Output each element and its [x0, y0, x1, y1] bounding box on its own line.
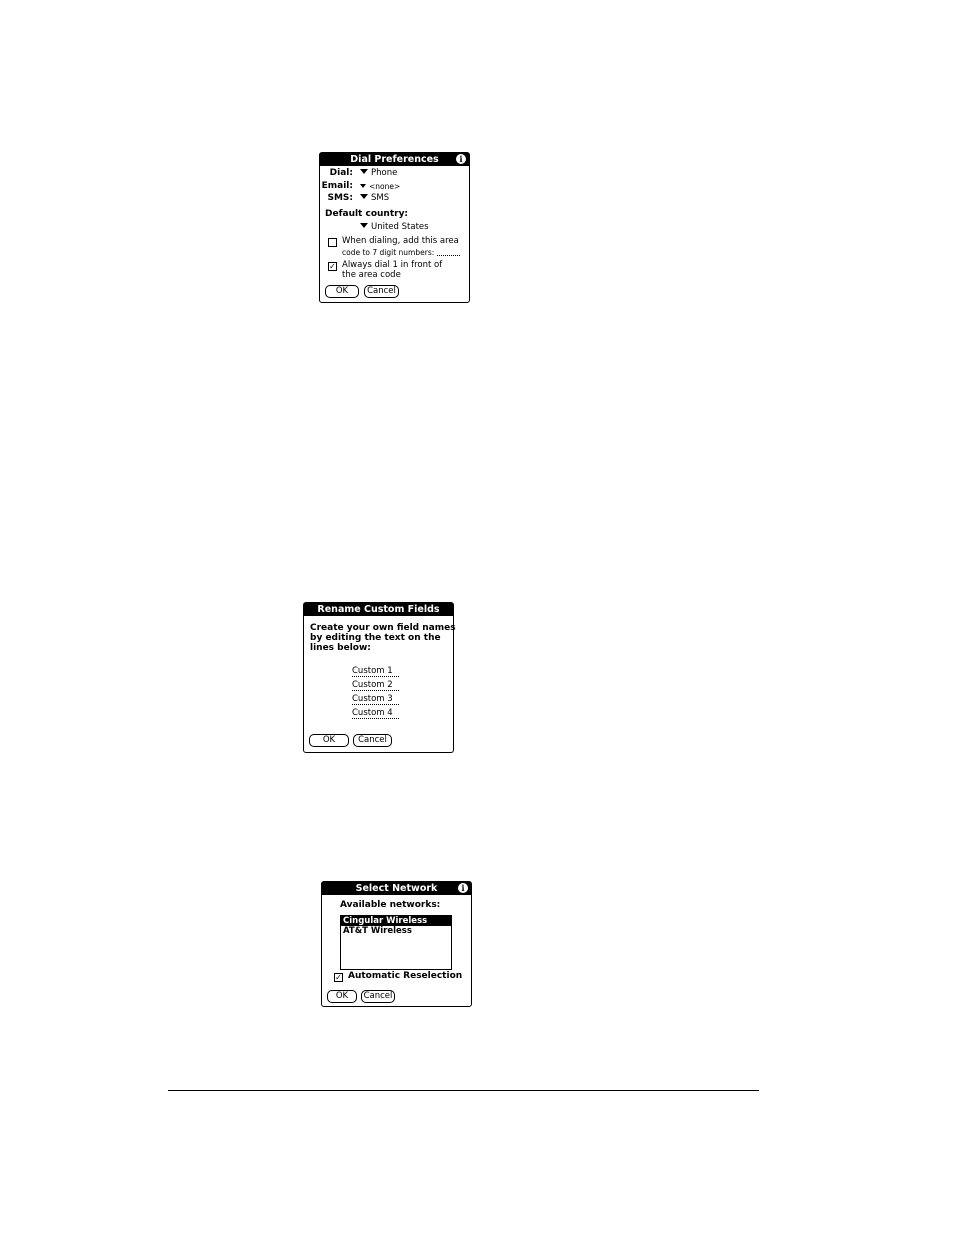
- list-item[interactable]: AT&T Wireless: [343, 926, 412, 936]
- info-icon[interactable]: i: [456, 154, 466, 164]
- custom-field-3[interactable]: Custom 3: [352, 694, 399, 705]
- triangle-down-icon: [360, 194, 368, 199]
- cancel-button[interactable]: Cancel: [361, 990, 395, 1003]
- dial1-text-line1: Always dial 1 in front of: [342, 260, 443, 270]
- instructions-line2: by editing the text on the: [310, 633, 441, 643]
- rename-custom-fields-dialog: [303, 602, 454, 753]
- triangle-down-icon: [360, 223, 368, 228]
- country-value: United States: [371, 222, 429, 232]
- dial1-checkbox[interactable]: ✓: [329, 262, 336, 271]
- email-value: <none>: [369, 182, 401, 191]
- list-item[interactable]: Cingular Wireless: [341, 916, 451, 926]
- triangle-down-icon: [360, 184, 366, 188]
- area-code-checkbox[interactable]: [328, 238, 337, 247]
- area-code-text-line1: When dialing, add this area: [342, 236, 459, 246]
- custom-field-2[interactable]: Custom 2: [352, 680, 399, 691]
- ok-button[interactable]: OK: [309, 734, 349, 747]
- network-list[interactable]: [340, 915, 452, 970]
- rename-fields-titlebar: [304, 603, 453, 616]
- ok-button[interactable]: OK: [327, 990, 357, 1003]
- custom-field-1[interactable]: Custom 1: [352, 666, 399, 677]
- ok-button[interactable]: OK: [325, 285, 359, 298]
- country-selector[interactable]: [360, 222, 429, 232]
- triangle-down-icon: [360, 169, 368, 174]
- dialog-title: Rename Custom Fields: [317, 604, 440, 615]
- sms-selector[interactable]: [360, 193, 389, 203]
- instructions-line3: lines below:: [310, 643, 371, 653]
- page-divider: [168, 1090, 759, 1091]
- dial-selector[interactable]: [360, 168, 397, 178]
- dial-value: Phone: [371, 168, 398, 178]
- custom-field-4[interactable]: Custom 4: [352, 708, 399, 719]
- dialog-title: Select Network: [355, 883, 438, 894]
- available-networks-label: Available networks:: [340, 900, 441, 910]
- sms-value: SMS: [371, 193, 390, 203]
- cancel-button[interactable]: Cancel: [364, 285, 399, 298]
- dial1-text-line2: the area code: [342, 270, 401, 280]
- instructions-line1: Create your own field names: [310, 623, 456, 633]
- area-code-text-line2: code to 7 digit numbers:: [342, 248, 435, 257]
- email-selector[interactable]: [360, 182, 400, 191]
- select-network-dialog: [321, 881, 472, 1007]
- email-label: Email:: [321, 181, 353, 191]
- dialog-title: Dial Preferences: [350, 154, 439, 165]
- auto-reselect-label: Automatic Reselection: [348, 971, 463, 981]
- area-code-field[interactable]: [437, 247, 460, 256]
- dial-preferences-dialog: [319, 152, 470, 303]
- dial-label: Dial:: [329, 168, 353, 178]
- select-network-titlebar: [322, 882, 471, 895]
- info-icon[interactable]: i: [458, 883, 468, 893]
- sms-label: SMS:: [327, 193, 353, 203]
- auto-reselect-checkbox[interactable]: ✓: [335, 973, 342, 982]
- dial-preferences-titlebar: [320, 153, 469, 166]
- cancel-button[interactable]: Cancel: [353, 734, 392, 747]
- default-country-label: Default country:: [325, 209, 409, 219]
